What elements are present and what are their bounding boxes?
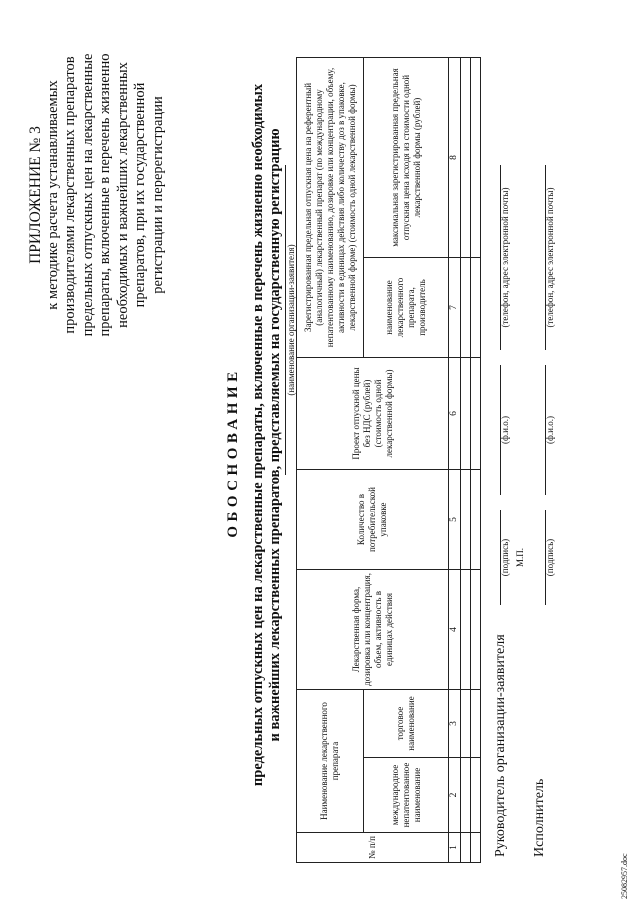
header-project-price: Проект отпускной цены без НДС (рублей) (стоимость одной лекарственной формы) — [297, 358, 449, 470]
header-trade-name: торговое наименование — [364, 690, 449, 758]
table-cell — [471, 833, 481, 863]
header-num: № п/п — [297, 833, 449, 863]
column-number: 4 — [449, 570, 461, 690]
document-number: 25082957.doc — [620, 853, 629, 899]
table-row — [471, 58, 481, 863]
head-signature-caption: (подпись) — [500, 538, 510, 577]
head-label: Руководитель организации-заявителя — [493, 634, 508, 857]
stamp-label: М.П. — [515, 548, 525, 568]
head-fio-caption: (ф.и.о.) — [500, 416, 510, 444]
header-drug-name: Наименование лекарственного препарата — [297, 690, 364, 833]
appendix-line: регистрации и перерегистрации — [149, 96, 166, 294]
column-number-row — [449, 58, 461, 863]
table-cell — [461, 570, 471, 690]
executor-fio-caption: (ф.и.о.) — [545, 416, 555, 444]
column-number: 2 — [449, 758, 461, 833]
price-justification-table — [296, 57, 481, 863]
column-number: 1 — [449, 833, 461, 863]
table-cell — [471, 358, 481, 470]
table-row — [461, 58, 471, 863]
column-number: 7 — [449, 258, 461, 358]
appendix-line: производителями лекарственных препаратов — [62, 56, 78, 334]
document-title: ОБОСНОВАНИЕ — [225, 367, 241, 538]
appendix-line: к методике расчета устанавливаемых — [44, 80, 61, 310]
column-number: 6 — [449, 358, 461, 470]
table-cell — [461, 690, 471, 758]
subtitle-line: и важнейших лекарственных препаратов, представляемых на государственную регистрацию — [267, 128, 283, 742]
appendix-line: предельных отпускных цен на лекарственные — [79, 53, 96, 337]
document-subtitle — [250, 55, 284, 815]
table-cell — [461, 58, 471, 258]
appendix-block — [27, 0, 167, 395]
header-reference-max-price: максимальная зарегистрированная предельная отпускная цена исходя из стоимости одной лекарственной формы (рублей) — [364, 58, 449, 258]
header-quantity: Количество в потребительской упаковке — [297, 470, 449, 570]
table-cell — [471, 470, 481, 570]
header-reference-name: наименование лекарственного препарата, производитель — [364, 258, 449, 358]
appendix-line: необходимых и важнейших лекарственных — [114, 62, 131, 328]
table-cell — [471, 690, 481, 758]
column-number: 8 — [449, 58, 461, 258]
appendix-title: ПРИЛОЖЕНИЕ № 3 — [27, 126, 44, 264]
subtitle-line: предельных отпускных цен на лекарственные препараты, включенные в перечень жизненно необходимых — [250, 83, 266, 787]
header-row — [297, 58, 364, 863]
table-cell — [471, 58, 481, 258]
appendix-line: препараты, включенные в перечень жизненно — [97, 53, 113, 337]
header-dosage-form: Лекарственная форма, дозировка или концентрация, объем, активность в единицах действия — [297, 570, 449, 690]
org-name-caption: (наименование организации-заявителя) — [286, 244, 296, 396]
executor-label: Исполнитель — [532, 778, 547, 857]
executor-phone-caption: (телефон, адрес электронной почты) — [545, 187, 555, 328]
table-cell — [471, 570, 481, 690]
executor-signature-caption: (подпись) — [545, 538, 555, 577]
head-phone-caption: (телефон, адрес электронной почты) — [500, 187, 510, 328]
table-cell — [461, 758, 471, 833]
table-cell — [471, 258, 481, 358]
column-number: 3 — [449, 690, 461, 758]
appendix-line: препаратов, при их государственной — [132, 82, 148, 308]
table-cell — [471, 758, 481, 833]
table-cell — [461, 258, 471, 358]
header-inn: международное непатентованное наименование — [364, 758, 449, 833]
header-reference-price: Зарегистрированная предельная отпускная цена на референтный (аналогичный) лекарственный препарат (по международному непатентованному наименованию, дозировке или концентрации, объему, активности в единицах действия либо количеству доз в упаковке, лекарственной форме) (стоимость одной лекарственной формы) — [297, 58, 364, 358]
table-cell — [461, 470, 471, 570]
column-number: 5 — [449, 470, 461, 570]
table-cell — [461, 833, 471, 863]
table-cell — [461, 358, 471, 470]
